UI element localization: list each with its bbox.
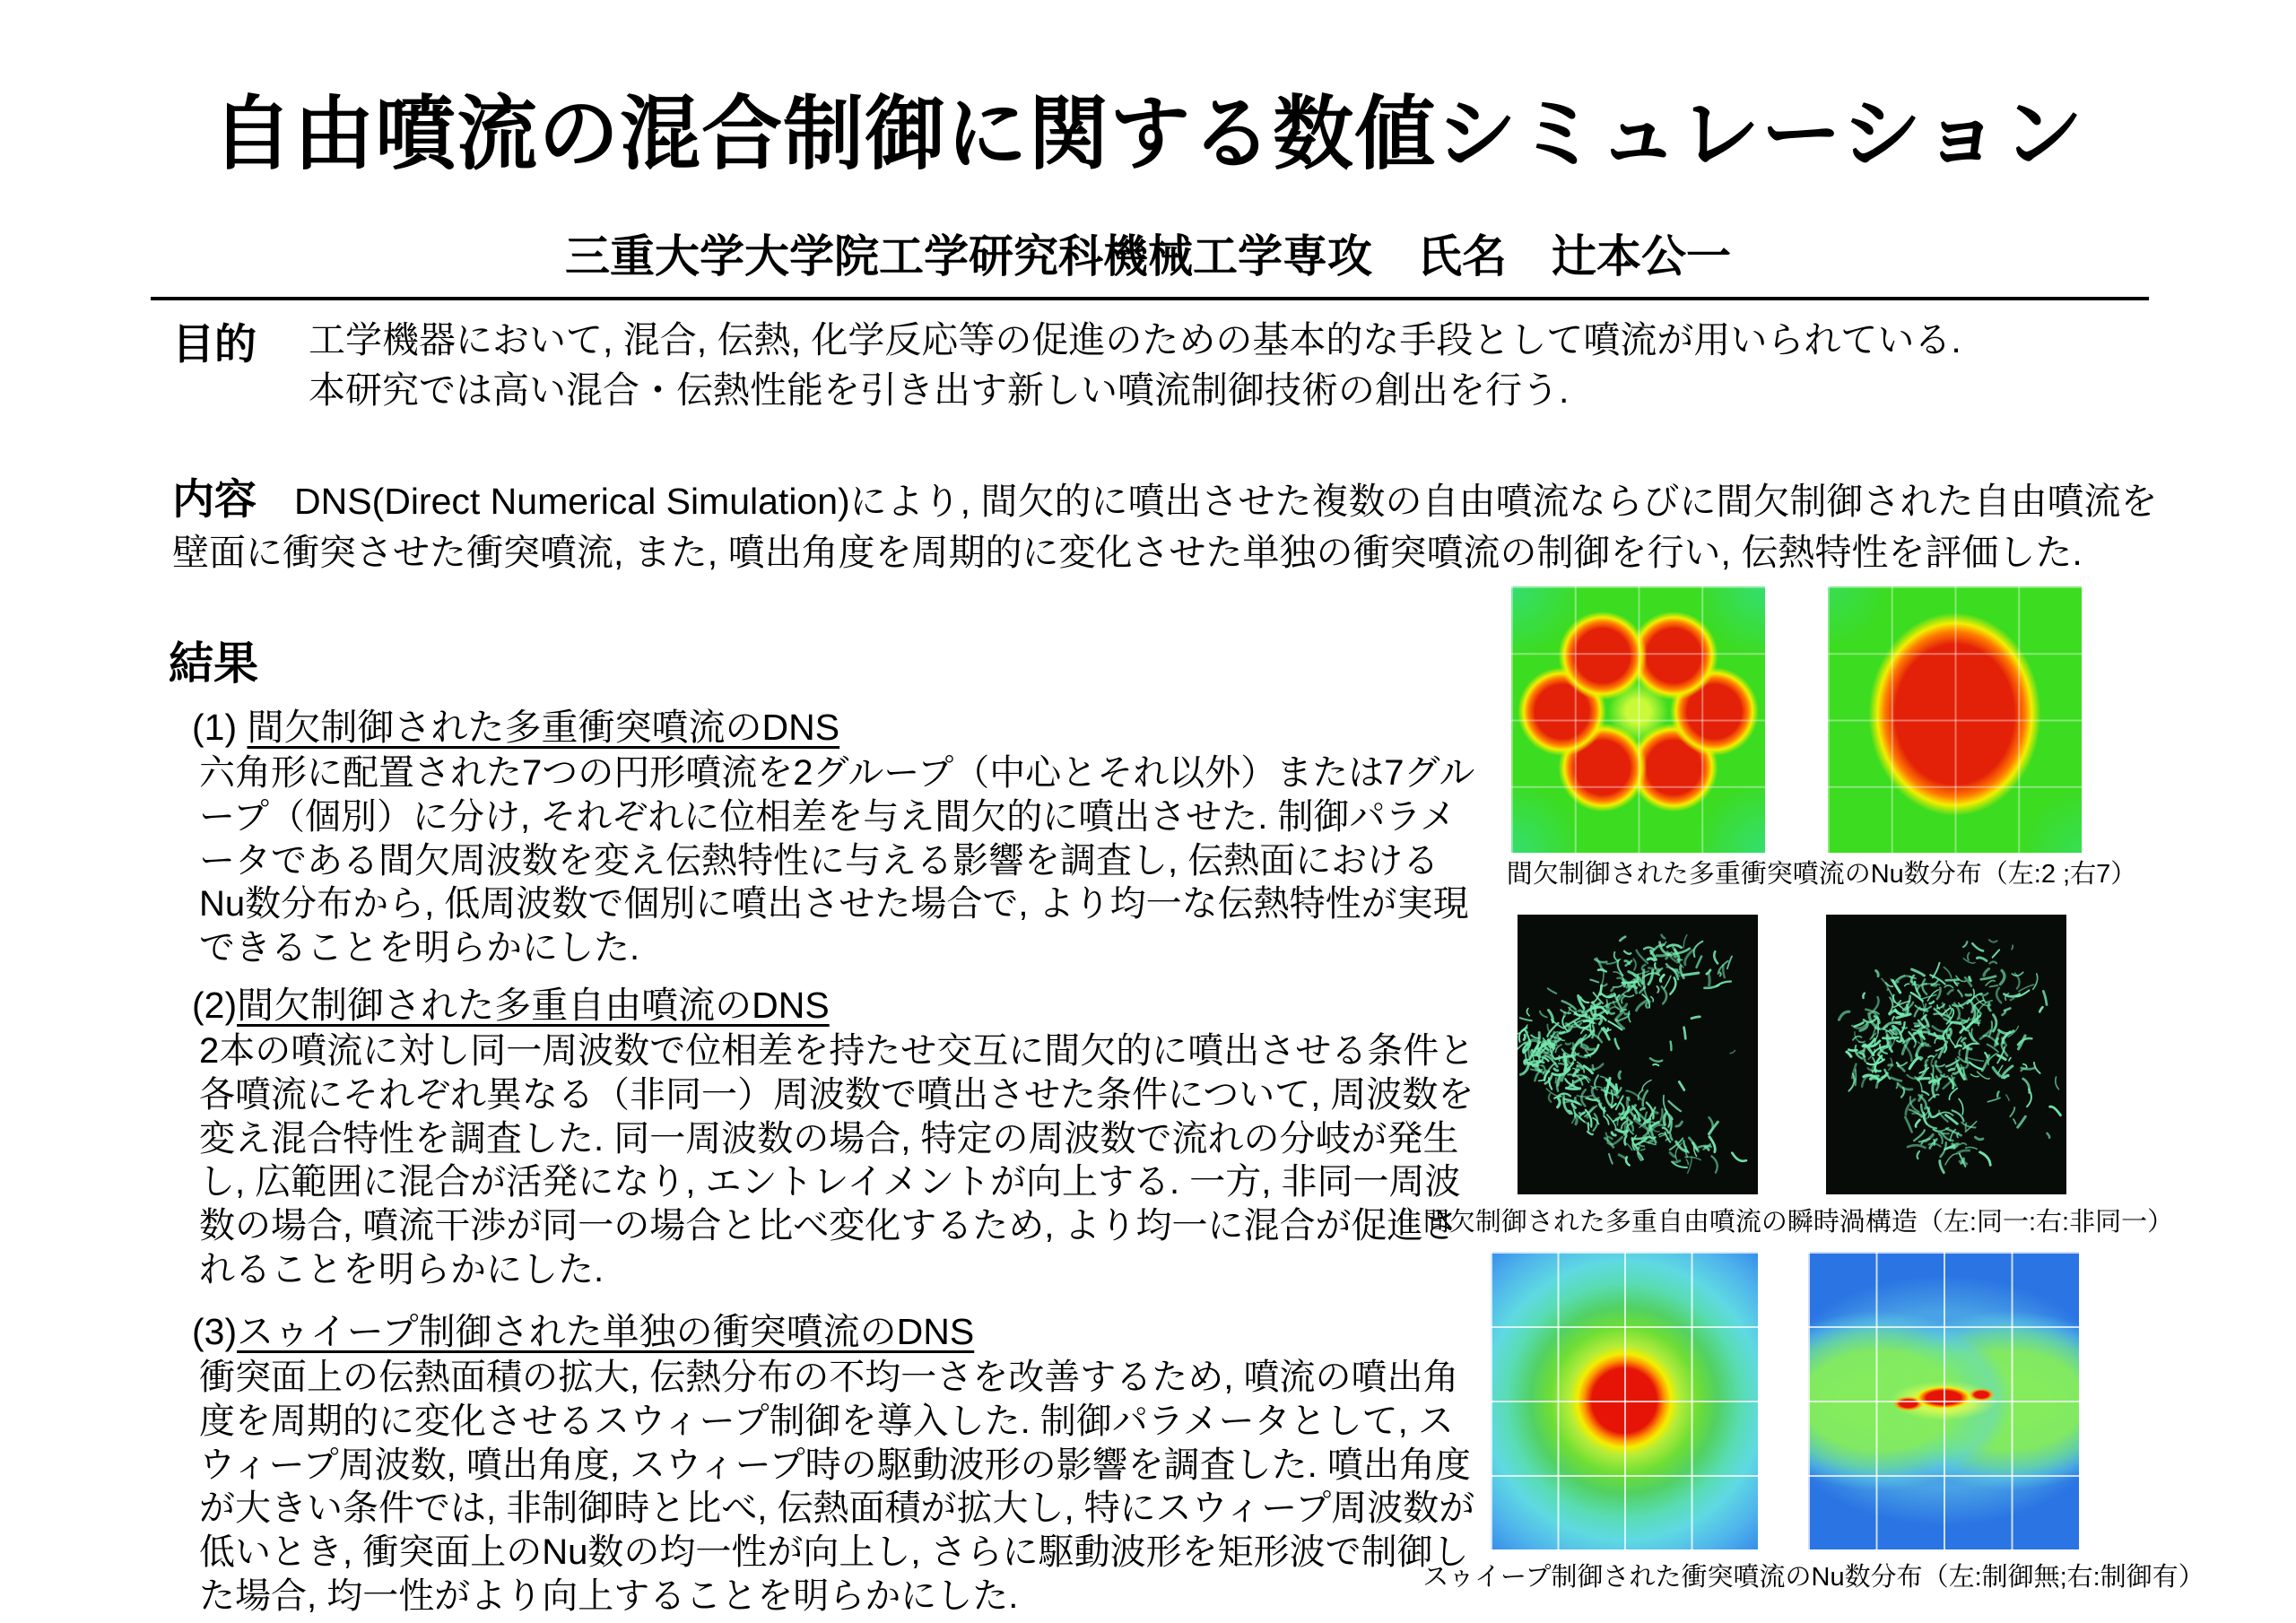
purpose-line-2: 本研究では高い混合・伝熱性能を引き出す新しい噴流制御技術の創出を行う.	[309, 369, 1570, 411]
figure-1-caption: 間欠制御された多重衝突噴流のNu数分布（左:2 ;右7）	[1506, 860, 2137, 889]
affiliation-author: 三重大学大学院工学研究科機械工学専攻 氏名 辻本公一	[565, 231, 1731, 282]
vortex-scribble-right	[1826, 915, 2066, 1194]
result-item-2-title: 間欠制御された多重自由噴流のDNS	[237, 985, 830, 1026]
result-item-3-heading	[192, 1302, 974, 1355]
divider	[151, 297, 2149, 300]
result-item-3-title: スゥイープ制御された単独の衝突噴流のDNS	[237, 1311, 975, 1352]
result-item-1-title: 間欠制御された多重衝突噴流のDNS	[247, 707, 840, 748]
vortex-structure-diff-freq-image	[1826, 915, 2066, 1194]
figure-2-caption: 間欠制御された多重自由噴流の瞬時渦構造（左:同一:右:非同一）	[1422, 1208, 2174, 1237]
grid-overlay	[1828, 586, 2082, 853]
result-item-1-heading	[192, 698, 839, 751]
purpose-section	[172, 316, 2181, 416]
content-text: DNS(Direct Numerical Simulation)により, 間欠的に噴出させた複数の自由噴流ならびに間欠制御された自由噴流を壁面に衝突させた衝突噴流, また, 噴出角度を周期的に変化させた単独の衝突噴流の制御を行い, 伝熱特性を評価した.	[172, 481, 2158, 573]
result-item-3-number: (3)	[192, 1311, 238, 1352]
grid-overlay	[1808, 1252, 2079, 1549]
content-section	[172, 472, 2190, 577]
purpose-line-1: 工学機器において, 混合, 伝熱, 化学反応等の促進のための基本的な手段として噴流が用いられている.	[309, 319, 1961, 360]
vortex-structure-same-freq-image	[1518, 915, 1758, 1194]
result-item-1-number: (1)	[192, 707, 248, 748]
grid-overlay	[1511, 586, 1765, 853]
nu-distribution-swept-image	[1808, 1252, 2079, 1549]
result-item-2-body: 2本の噴流に対し同一周波数で位相差を持たせ交互に間欠的に噴出させる条件と各噴流にそれぞれ異なる（非同一）周波数で噴出させた条件について, 周波数を変え混合特性を調査した. 同一周波数の場合, 特定の周波数で流れの分岐が発生し, 広範囲に混合が活発になり, エントレイメントが向上する. 一方, 非同一周波数の場合, 噴流干渉が同一の場合と比べ変化するため, より均一に混合が促進されることを明らかにした.	[199, 1031, 1475, 1289]
purpose-text	[309, 316, 2181, 416]
figure-3-caption: スゥイープ制御された衝突噴流のNu数分布（左:制御無;右:制御有）	[1422, 1563, 2205, 1592]
nu-distribution-7group-image	[1828, 586, 2082, 853]
result-item-1-body: 六角形に配置された7つの円形噴流を2グループ（中心とそれ以外）または7グループ（個別）に分け, それぞれに位相差を与え間欠的に噴出させた. 制御パラメータである間欠周波数を変え伝熱特性に与える影響を調査し, 伝熱面におけるNu数分布から, 低周波数で個別に噴出させた場合で, より均一な伝熱特性が実現できることを明らかにした.	[199, 753, 1475, 968]
result-item-2-number: (2)	[192, 985, 238, 1026]
nu-distribution-uncontrolled-image	[1491, 1252, 1758, 1549]
grid-overlay	[1491, 1252, 1758, 1549]
result-item-3-body: 衝突面上の伝熱面積の拡大, 伝熱分布の不均一さを改善するため, 噴流の噴出角度を周期的に変化させるスウィープ制御を導入した. 制御パラメータとして, スウィープ周波数, 噴出角度, スウィープ時の駆動波形の影響を調査した. 噴出角度が大きい条件では, 非制御時と比べ, 伝熱面積が拡大し, 特にスウィープ周波数が低いとき, 衝突面上のNu数の均一性が向上し, さらに駆動波形を矩形波で制御した場合, 均一性がより向上することを明らかにした.	[199, 1358, 1475, 1616]
content-heading: 内容	[172, 475, 257, 523]
nu-distribution-2group-image	[1511, 586, 1765, 853]
vortex-scribble-left	[1518, 915, 1758, 1194]
page-title: 自由噴流の混合制御に関する数値シミュレーション	[212, 90, 2084, 179]
results-heading: 結果	[169, 638, 258, 689]
result-item-2-heading	[192, 976, 830, 1028]
purpose-heading: 目的	[172, 320, 257, 368]
